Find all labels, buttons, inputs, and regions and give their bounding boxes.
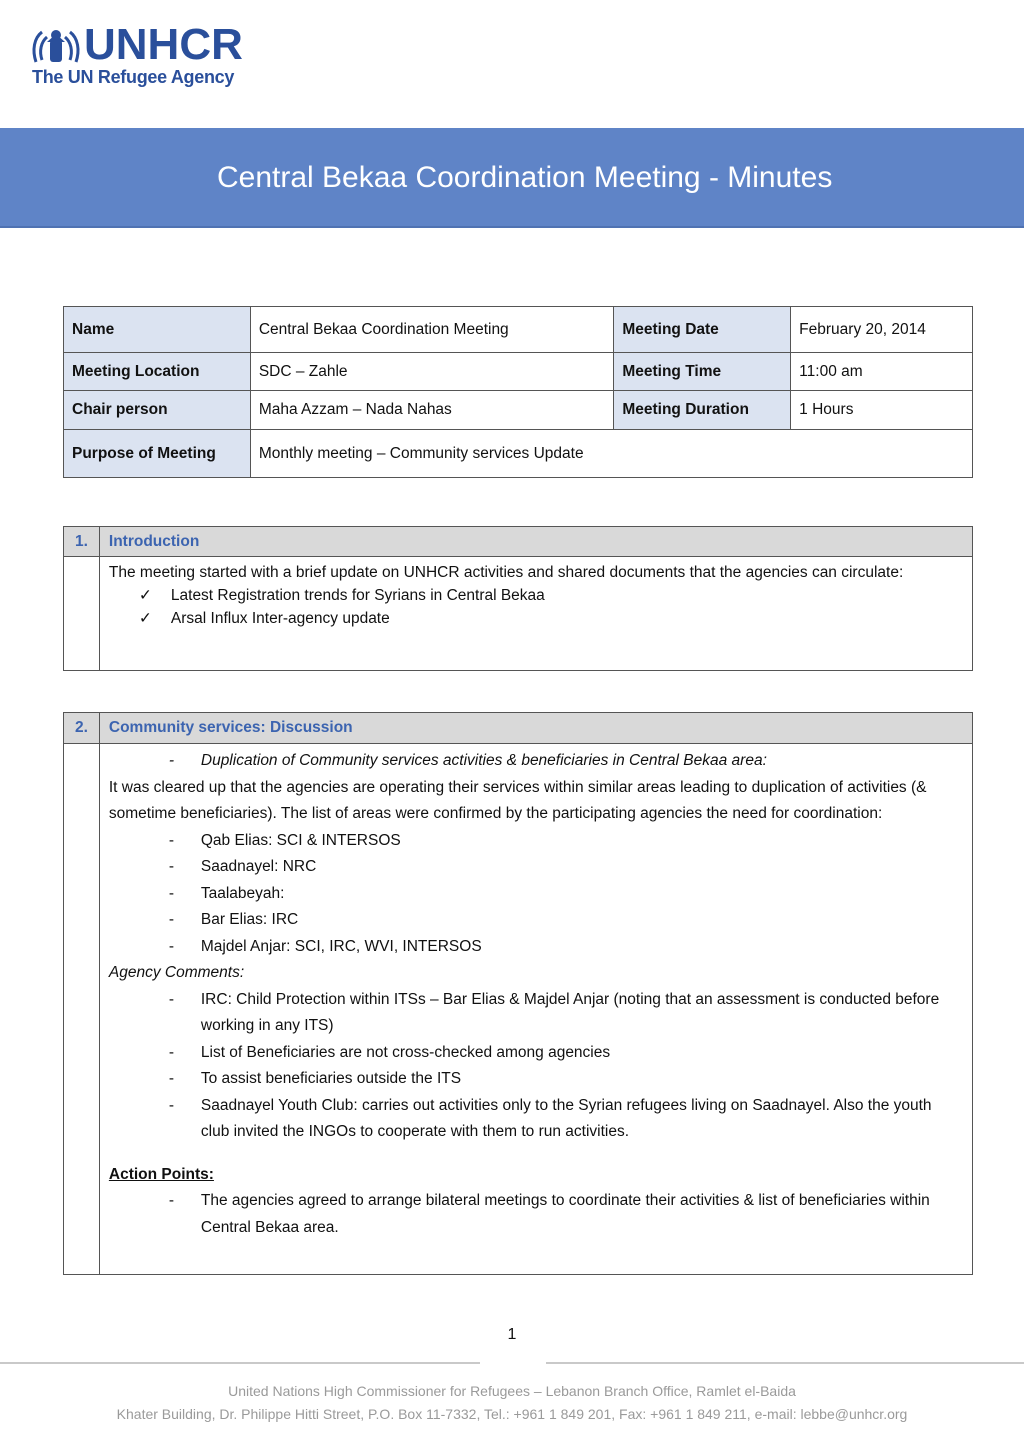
section-header — [64, 713, 973, 744]
dash-bullet: - — [168, 1096, 175, 1114]
logo-tagline: The UN Refugee Agency — [32, 67, 235, 87]
list-item — [109, 748, 963, 775]
list-item-text: Majdel Anjar: SCI, IRC, WVI, INTERSOS — [200, 937, 482, 955]
dash-bullet: - — [168, 1070, 175, 1087]
section-title: Community services: Discussion — [99, 713, 972, 744]
list-item-text: Saadnayel Youth Club: carries out activities only to the Syrian refugees living on Saadnayel. Also the youth club invited the INGOs to cooperate with them to run activities. — [200, 1096, 932, 1140]
section-body-row — [64, 744, 973, 1275]
page-number: 1 — [507, 1326, 517, 1343]
table-row — [64, 353, 973, 391]
list-item-text: Bar Elias: IRC — [200, 911, 299, 928]
unhcr-logo — [30, 20, 270, 92]
section-gutter — [64, 744, 100, 1275]
list-item-text: Qab Elias: SCI & INTERSOS — [200, 831, 401, 849]
intro-text: The meeting started with a brief update on UNHCR activities and shared documents that the agencies can circulate: — [108, 564, 904, 581]
meeting-location-value: SDC – Zahle — [250, 353, 614, 391]
section-number: 1. — [64, 527, 100, 557]
list-item-text: Latest Registration trends for Syrians in Central Bekaa — [170, 587, 545, 604]
footer-divider-right — [546, 1362, 1024, 1364]
footer-address-line-1: United Nations High Commissioner for Refugees – Lebanon Branch Office, Ramlet el-Baida — [228, 1383, 796, 1399]
list-item-text: To assist beneficiaries outside the ITS — [200, 1070, 462, 1087]
discussion-text: It was cleared up that the agencies are operating their services within similar areas leading to duplication of activities (& sometime beneficiaries). The list of areas were confirmed by the participating agencies the need for coordination: — [108, 778, 927, 822]
meeting-info-table — [63, 306, 973, 478]
list-item-text: IRC: Child Protection within ITSs – Bar Elias & Majdel Anjar (noting that an assessment is conducted before working in any ITS) — [200, 990, 940, 1034]
meeting-date-label: Meeting Date — [614, 307, 791, 353]
section-body — [99, 744, 972, 1275]
meeting-time-label: Meeting Time — [614, 353, 791, 391]
footer-address-line-2: Khater Building, Dr. Philippe Hitti Street, P.O. Box 11-7332, Tel.: +961 1 849 201, Fax: +961 1 849 211, e-mail: lebbe@unhcr.org — [116, 1406, 908, 1422]
section-header — [64, 527, 973, 557]
list-item-text: List of Beneficiaries are not cross-checked among agencies — [200, 1043, 611, 1061]
list-item — [109, 828, 963, 855]
list-item — [109, 1040, 963, 1067]
name-label: Name — [64, 307, 251, 353]
meeting-duration-value: 1 Hours — [791, 391, 973, 430]
list-item — [109, 854, 963, 881]
unhcr-emblem-icon — [30, 26, 82, 66]
section-introduction — [63, 526, 973, 671]
list-item-text: Saadnayel: NRC — [200, 858, 317, 875]
list-item — [109, 1093, 963, 1146]
list-item-text: The agencies agreed to arrange bilateral meetings to coordinate their activities & list of beneficiaries within Central Bekaa area. — [200, 1192, 930, 1236]
meeting-duration-label: Meeting Duration — [614, 391, 791, 430]
section-body — [99, 557, 972, 671]
list-item — [109, 584, 963, 607]
dash-bullet: - — [168, 937, 175, 955]
dash-bullet: - — [168, 911, 175, 928]
meeting-date-value: February 20, 2014 — [791, 307, 973, 353]
agency-comments-heading: Agency Comments: — [108, 964, 245, 981]
page-title: Central Bekaa Coordination Meeting - Minutes — [217, 161, 833, 194]
dash-bullet: - — [168, 1192, 175, 1209]
section-number: 2. — [64, 713, 100, 744]
logo-name: UNHCR — [84, 20, 243, 69]
chair-person-label: Chair person — [64, 391, 251, 430]
section-title: Introduction — [99, 527, 972, 557]
subheading: Duplication of Community services activities & beneficiaries in Central Bekaa area: — [200, 752, 767, 769]
list-item — [109, 987, 963, 1040]
list-item — [109, 1066, 963, 1093]
section-community-services — [63, 712, 973, 1275]
list-item-text: Arsal Influx Inter-agency update — [170, 610, 390, 627]
table-row — [64, 307, 973, 353]
purpose-value: Monthly meeting – Community services Update — [250, 430, 972, 478]
dash-bullet: - — [168, 752, 175, 769]
dash-bullet: - — [168, 831, 175, 849]
footer-divider-left — [0, 1362, 480, 1364]
list-item — [109, 907, 963, 934]
section-gutter — [64, 557, 100, 671]
meeting-time-value: 11:00 am — [791, 353, 973, 391]
list-item — [109, 881, 963, 908]
list-item — [109, 934, 963, 961]
action-points-heading: Action Points: — [108, 1165, 214, 1183]
table-row — [64, 391, 973, 430]
list-item — [109, 607, 963, 630]
section-body-row — [64, 557, 973, 671]
dash-bullet: - — [168, 1043, 175, 1061]
checkmark-icon: ✓ — [138, 587, 152, 604]
list-item — [109, 1188, 963, 1241]
name-value: Central Bekaa Coordination Meeting — [250, 307, 614, 353]
dash-bullet: - — [168, 858, 175, 875]
dash-bullet: - — [168, 884, 175, 902]
list-item-text: Taalabeyah: — [200, 884, 285, 902]
chair-person-value: Maha Azzam – Nada Nahas — [250, 391, 614, 430]
meeting-location-label: Meeting Location — [64, 353, 251, 391]
purpose-label: Purpose of Meeting — [64, 430, 251, 478]
table-row — [64, 430, 973, 478]
dash-bullet: - — [168, 990, 175, 1008]
checkmark-icon: ✓ — [138, 610, 152, 627]
